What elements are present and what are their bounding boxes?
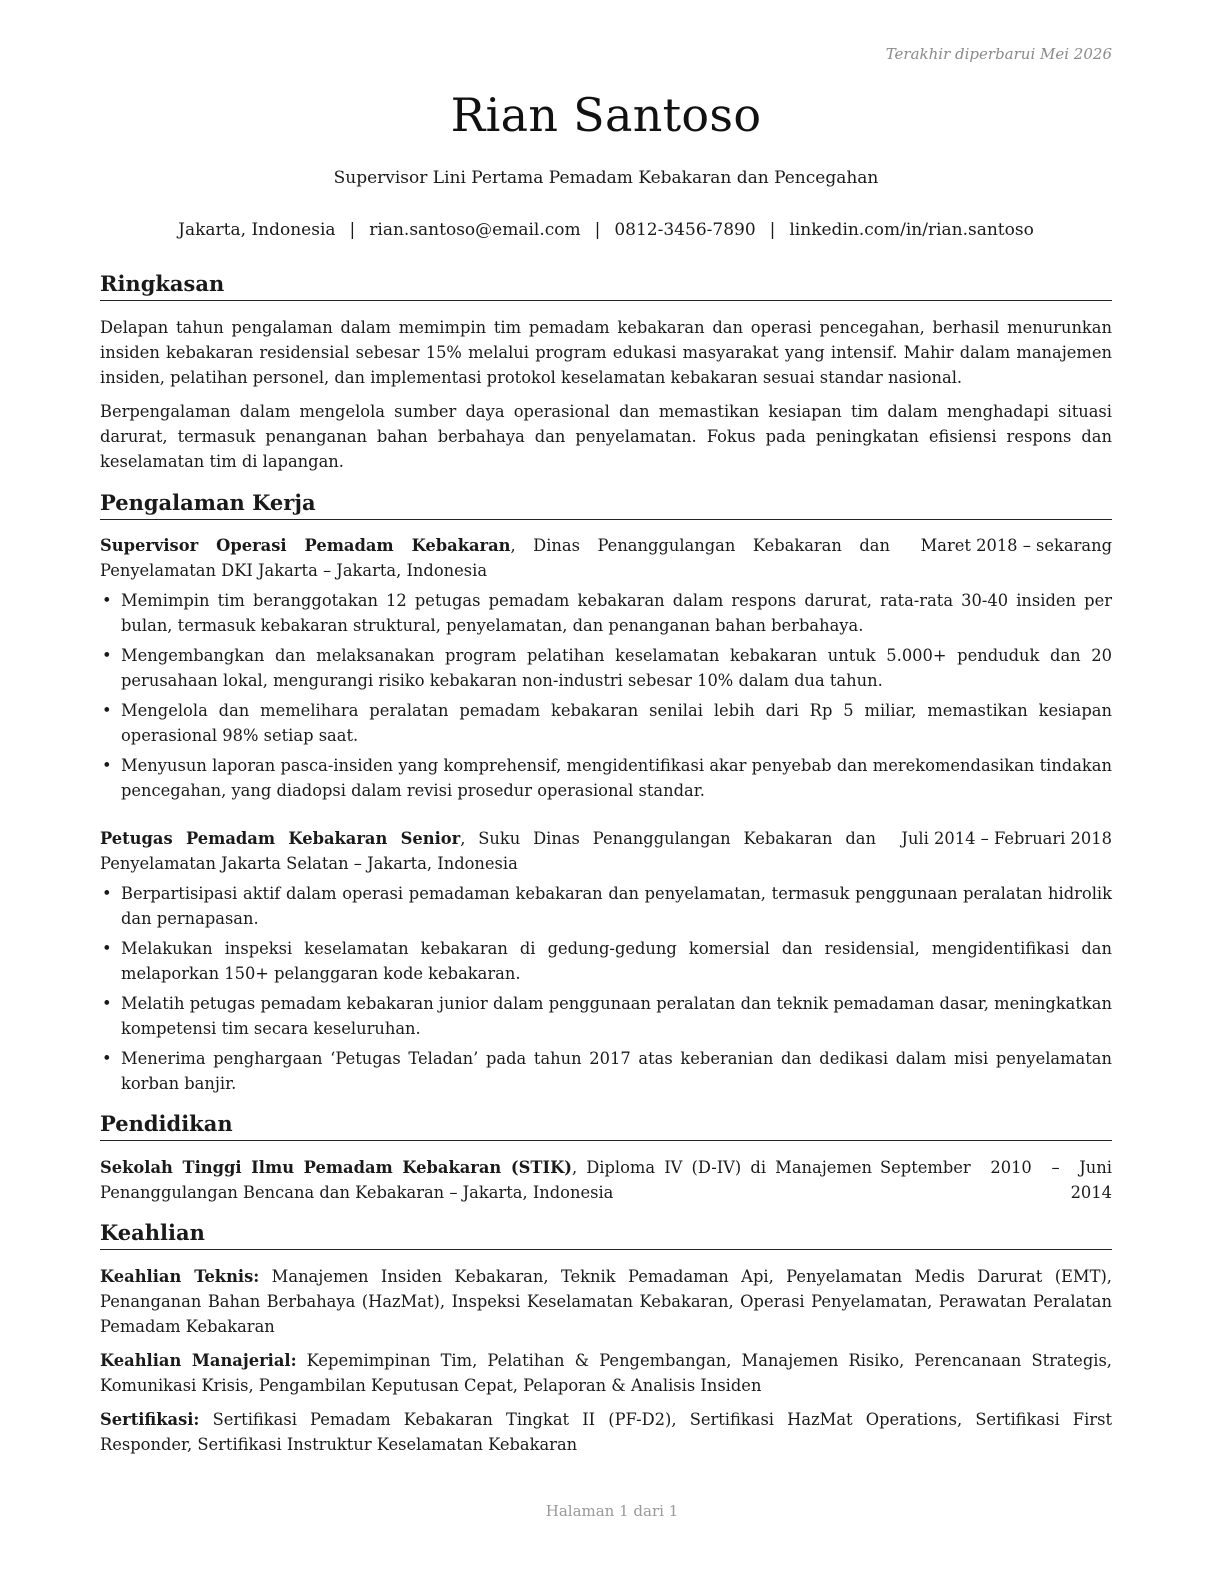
candidate-name: Rian Santoso	[450, 88, 762, 142]
job-bullets-2	[100, 881, 1112, 1101]
summary-heading: Ringkasan	[100, 270, 1112, 301]
summary-paragraph-1: Delapan tahun pengalaman dalam memimpin tim pemadam kebakaran dan operasi pencegahan, berhasil menurunkan insiden kebakaran residensial sebesar 15% melalui program edukasi masyarakat yang intensif. Mahir dalam manajemen insiden, pelatihan personel, dan implementasi protokol keselamatan kebakaran sesuai standar nasional.	[100, 318, 1112, 387]
job-header-1	[100, 533, 1112, 583]
list-item	[100, 588, 1112, 638]
job-role-1: Supervisor Operasi Pemadam Kebakaran	[100, 536, 511, 555]
page-number: Halaman 1 dari 1	[545, 1502, 679, 1520]
list-item	[100, 936, 1112, 986]
bullet-icon: •	[102, 591, 112, 610]
experience-heading: Pengalaman Kerja	[100, 489, 1112, 520]
education-entry	[100, 1155, 1112, 1205]
skills-heading: Keahlian	[100, 1219, 1112, 1250]
education-detail: , Diploma IV (D-IV) di Manajemen Penanggulangan Bencana dan Kebakaran – Jakarta, Indonesia	[100, 1158, 872, 1202]
candidate-title: Supervisor Lini Pertama Pemadam Kebakaran dan Pencegahan	[333, 168, 879, 188]
bullet-text: Berpartisipasi aktif dalam operasi pemadaman kebakaran dan penyelamatan, termasuk penggunaan peralatan hidrolik dan pernapasan.	[121, 884, 1112, 928]
bullet-icon: •	[102, 701, 112, 720]
education-school: Sekolah Tinggi Ilmu Pemadam Kebakaran (STIK)	[100, 1158, 572, 1177]
contact-separator: |	[594, 220, 601, 240]
job-org-1: , Dinas Penanggulangan Kebakaran dan Penyelamatan DKI Jakarta – Jakarta, Indonesia	[100, 536, 890, 580]
contact-separator: |	[349, 220, 356, 240]
job-role-2: Petugas Pemadam Kebakaran Senior	[100, 829, 461, 848]
list-item	[100, 753, 1112, 803]
skills-managerial	[100, 1348, 1112, 1398]
education-dates-line-1: September 2010 – Juni	[880, 1158, 1112, 1177]
bullet-text: Melakukan inspeksi keselamatan kebakaran di gedung-gedung komersial dan residensial, mengidentifikasi dan melaporkan 150+ pelanggaran kode kebakaran.	[121, 939, 1112, 983]
bullet-icon: •	[102, 1049, 112, 1068]
bullet-text: Mengelola dan memelihara peralatan pemadam kebakaran senilai lebih dari Rp 5 miliar, memastikan kesiapan operasional 98% setiap saat.	[121, 701, 1112, 745]
education-dates	[880, 1155, 1112, 1205]
contact-line	[100, 220, 1112, 240]
skills-certifications-text: Sertifikasi Pemadam Kebakaran Tingkat II (PF-D2), Sertifikasi HazMat Operations, Sertifikasi First Responder, Sertifikasi Instruktur Keselamatan Kebakaran	[100, 1410, 1112, 1454]
bullet-icon: •	[102, 939, 112, 958]
bullet-icon: •	[102, 994, 112, 1013]
bullet-text: Memimpin tim beranggotakan 12 petugas pemadam kebakaran dalam respons darurat, rata-rata 30-40 insiden per bulan, termasuk kebakaran struktural, penyelamatan, dan penanganan bahan berbahaya.	[121, 591, 1112, 635]
bullet-text: Melatih petugas pemadam kebakaran junior dalam penggunaan peralatan dan teknik pemadaman dasar, meningkatkan kompetensi tim secara keseluruhan.	[121, 994, 1112, 1038]
job-dates-2: Juli 2014 – Februari 2018	[901, 829, 1112, 848]
skills-technical	[100, 1264, 1112, 1339]
job-bullets-1	[100, 588, 1112, 808]
education-dates-line-2: 2014	[1070, 1183, 1112, 1202]
skills-managerial-text: Kepemimpinan Tim, Pelatihan & Pengembangan, Manajemen Risiko, Perencanaan Strategis, Komunikasi Krisis, Pengambilan Keputusan Cepat, Pelaporan & Analisis Insiden	[100, 1351, 1112, 1395]
list-item	[100, 991, 1112, 1041]
education-title	[100, 1155, 872, 1205]
list-item	[100, 698, 1112, 748]
contact-linkedin[interactable]: linkedin.com/in/rian.santoso	[789, 220, 1034, 240]
skills-certifications	[100, 1407, 1112, 1457]
list-item	[100, 1046, 1112, 1096]
contact-email[interactable]: rian.santoso@email.com	[369, 220, 581, 240]
bullet-icon: •	[102, 756, 112, 775]
contact-separator: |	[769, 220, 776, 240]
last-updated-note: Terakhir diperbarui Mei 2026	[885, 45, 1112, 63]
bullet-text: Mengembangkan dan melaksanakan program pelatihan keselamatan kebakaran untuk 5.000+ penduduk dan 20 perusahaan lokal, mengurangi risiko kebakaran non-industri sebesar 10% dalam dua tahun.	[121, 646, 1112, 690]
summary-paragraph-2: Berpengalaman dalam mengelola sumber daya operasional dan memastikan kesiapan tim dalam menghadapi situasi darurat, termasuk penanganan bahan berbahaya dan penyelamatan. Fokus pada peningkatan efisiensi respons dan keselamatan tim di lapangan.	[100, 402, 1112, 471]
list-item	[100, 643, 1112, 693]
skills-managerial-label: Keahlian Manajerial:	[100, 1351, 297, 1370]
skills-technical-text: Manajemen Insiden Kebakaran, Teknik Pemadaman Api, Penyelamatan Medis Darurat (EMT), Penanganan Bahan Berbahaya (HazMat), Inspeksi Keselamatan Kebakaran, Operasi Penyelamatan, Perawatan Peralatan Pemadam Kebakaran	[100, 1267, 1112, 1336]
contact-phone: 0812-3456-7890	[614, 220, 756, 240]
job-dates-1: Maret 2018 – sekarang	[920, 536, 1112, 555]
skills-certifications-label: Sertifikasi:	[100, 1410, 200, 1429]
bullet-text: Menerima penghargaan ‘Petugas Teladan’ pada tahun 2017 atas keberanian dan dedikasi dalam misi penyelamatan korban banjir.	[121, 1049, 1112, 1093]
bullet-icon: •	[102, 884, 112, 903]
job-title-1	[100, 533, 890, 583]
contact-location: Jakarta, Indonesia	[178, 220, 336, 240]
skills-technical-label: Keahlian Teknis:	[100, 1267, 260, 1286]
bullet-icon: •	[102, 646, 112, 665]
education-heading: Pendidikan	[100, 1110, 1112, 1141]
job-header-2	[100, 826, 1112, 876]
bullet-text: Menyusun laporan pasca-insiden yang komprehensif, mengidentifikasi akar penyebab dan merekomendasikan tindakan pencegahan, yang diadopsi dalam revisi prosedur operasional standar.	[121, 756, 1112, 800]
job-title-2	[100, 826, 876, 876]
job-org-2: , Suku Dinas Penanggulangan Kebakaran dan Penyelamatan Jakarta Selatan – Jakarta, Indonesia	[100, 829, 876, 873]
list-item	[100, 881, 1112, 931]
